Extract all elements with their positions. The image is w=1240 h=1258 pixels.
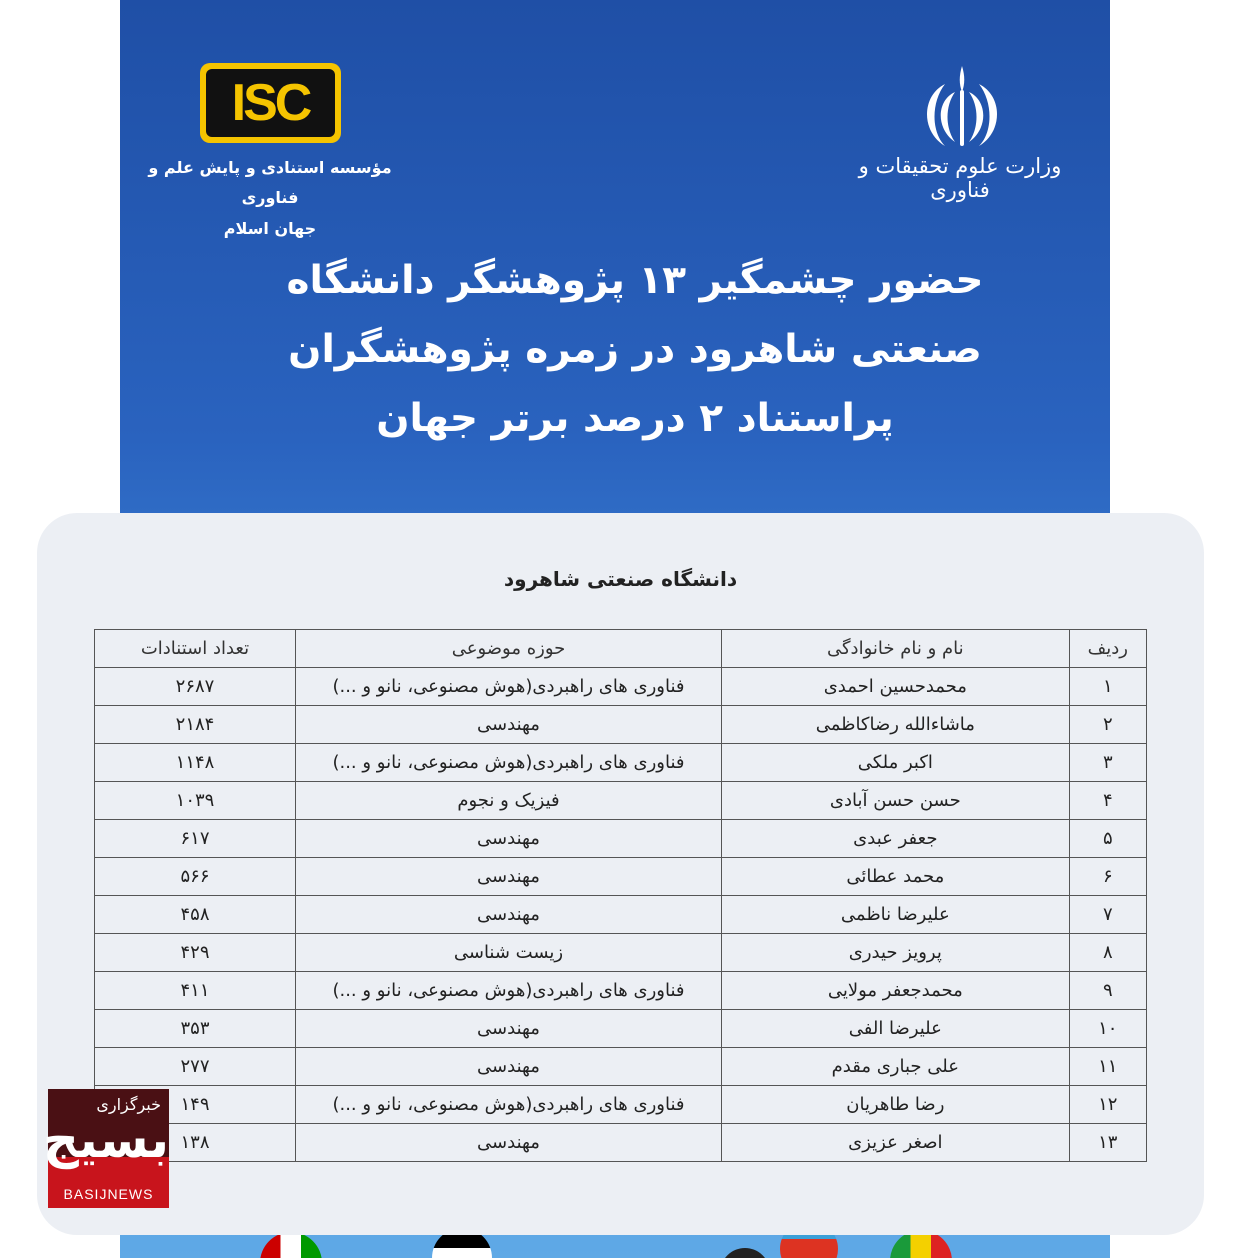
cell-num: ۲ <box>1069 706 1146 744</box>
cell-num: ۴ <box>1069 782 1146 820</box>
cell-count: ۵۶۶ <box>95 858 296 896</box>
table-row <box>95 706 1147 744</box>
cell-name: محمد عطائی <box>722 858 1070 896</box>
headline-line1: حضور چشمگیر ۱۳ پژوهشگر دانشگاه <box>286 258 984 303</box>
cell-num: ۱۲ <box>1069 1086 1146 1124</box>
cell-count: ۴۱۱ <box>95 972 296 1010</box>
header-name: نام و نام خانوادگی <box>722 630 1070 668</box>
ministry-name: وزارت علوم تحقیقات و فناوری <box>858 154 1062 202</box>
table-row <box>95 1124 1147 1162</box>
cell-name: حسن حسن آبادی <box>722 782 1070 820</box>
cell-field: زیست شناسی <box>295 934 721 972</box>
basij-news-watermark <box>42 1089 169 1208</box>
flag-icon <box>720 1248 770 1258</box>
cell-field: مهندسی <box>295 1124 721 1162</box>
cell-name: علی جباری مقدم <box>722 1048 1070 1086</box>
table-row <box>95 1086 1147 1124</box>
headline-line3: پراستناد ۲ درصد برتر جهان <box>376 396 894 441</box>
watermark-en-text: BASIJNEWS <box>63 1186 154 1202</box>
cell-count: ۱۱۴۸ <box>95 744 296 782</box>
cell-name: ماشاءالله رضاکاظمی <box>722 706 1070 744</box>
cell-num: ۱۳ <box>1069 1124 1146 1162</box>
researchers-table <box>94 629 1147 1162</box>
cell-count: ۱۰۳۹ <box>95 782 296 820</box>
table-row <box>95 668 1147 706</box>
cell-field: فناوری های راهبردی(هوش مصنوعی، نانو و ...) <box>295 1086 721 1124</box>
cell-name: علیرضا ناظمی <box>722 896 1070 934</box>
cell-count: ۲۶۸۷ <box>95 668 296 706</box>
table-title: دانشگاه صنعتی شاهرود <box>503 567 738 591</box>
cell-count: ۶۱۷ <box>95 820 296 858</box>
table-row <box>95 858 1147 896</box>
cell-count: ۲۷۷ <box>95 1048 296 1086</box>
cell-num: ۱ <box>1069 668 1146 706</box>
cell-num: ۸ <box>1069 934 1146 972</box>
isc-name <box>130 153 410 244</box>
cell-name: اکبر ملکی <box>722 744 1070 782</box>
cell-field: مهندسی <box>295 896 721 934</box>
headline <box>200 246 1070 453</box>
cell-field: فیزیک و نجوم <box>295 782 721 820</box>
table-row <box>95 782 1147 820</box>
isc-name-line1: مؤسسه استنادی و پایش علم و فناوری <box>148 158 392 208</box>
cell-num: ۱۰ <box>1069 1010 1146 1048</box>
cell-name: جعفر عبدی <box>722 820 1070 858</box>
cell-count: ۲۱۸۴ <box>95 706 296 744</box>
watermark-small-text: خبرگزاری <box>48 1089 169 1157</box>
cell-field: مهندسی <box>295 706 721 744</box>
cell-field: مهندسی <box>295 1048 721 1086</box>
cell-num: ۶ <box>1069 858 1146 896</box>
table-row <box>95 972 1147 1010</box>
flag-icon <box>260 1232 322 1258</box>
cell-num: ۳ <box>1069 744 1146 782</box>
cell-num: ۹ <box>1069 972 1146 1010</box>
headline-line2: صنعتی شاهرود در زمره پژوهشگران <box>288 327 982 372</box>
cell-field: مهندسی <box>295 858 721 896</box>
table-row <box>95 934 1147 972</box>
cell-field: مهندسی <box>295 820 721 858</box>
cell-name: اصغر عزیزی <box>722 1124 1070 1162</box>
cell-name: محمدحسین احمدی <box>722 668 1070 706</box>
isc-name-line2: جهان اسلام <box>223 218 317 238</box>
cell-count: ۴۲۹ <box>95 934 296 972</box>
cell-field: مهندسی <box>295 1010 721 1048</box>
cell-name: پرویز حیدری <box>722 934 1070 972</box>
cell-num: ۷ <box>1069 896 1146 934</box>
cell-count: ۱۴۹ <box>95 1086 296 1124</box>
isc-logo-text: ISC <box>231 74 310 132</box>
cell-count: ۱۳۸ <box>95 1124 296 1162</box>
header-count: تعداد استنادات <box>95 630 296 668</box>
header-num: ردیف <box>1069 630 1146 668</box>
iran-emblem-icon <box>915 62 1010 150</box>
cell-field: فناوری های راهبردی(هوش مصنوعی، نانو و ...) <box>295 744 721 782</box>
cell-field: فناوری های راهبردی(هوش مصنوعی، نانو و ...) <box>295 972 721 1010</box>
cell-name: رضا طاهریان <box>722 1086 1070 1124</box>
table-row <box>95 1048 1147 1086</box>
cell-num: ۱۱ <box>1069 1048 1146 1086</box>
table-row <box>95 744 1147 782</box>
header-field: حوزه موضوعی <box>295 630 721 668</box>
table-row <box>95 1010 1147 1048</box>
cell-num: ۵ <box>1069 820 1146 858</box>
cell-count: ۳۵۳ <box>95 1010 296 1048</box>
watermark-big-text: بسیج <box>42 1111 169 1169</box>
cell-name: علیرضا الفی <box>722 1010 1070 1048</box>
isc-logo <box>200 63 341 143</box>
cell-count: ۴۵۸ <box>95 896 296 934</box>
cell-name: محمدجعفر مولایی <box>722 972 1070 1010</box>
cell-field: فناوری های راهبردی(هوش مصنوعی، نانو و ...) <box>295 668 721 706</box>
table-row <box>95 820 1147 858</box>
table-header-row <box>95 630 1147 668</box>
results-card <box>37 513 1204 1235</box>
table-row <box>95 896 1147 934</box>
